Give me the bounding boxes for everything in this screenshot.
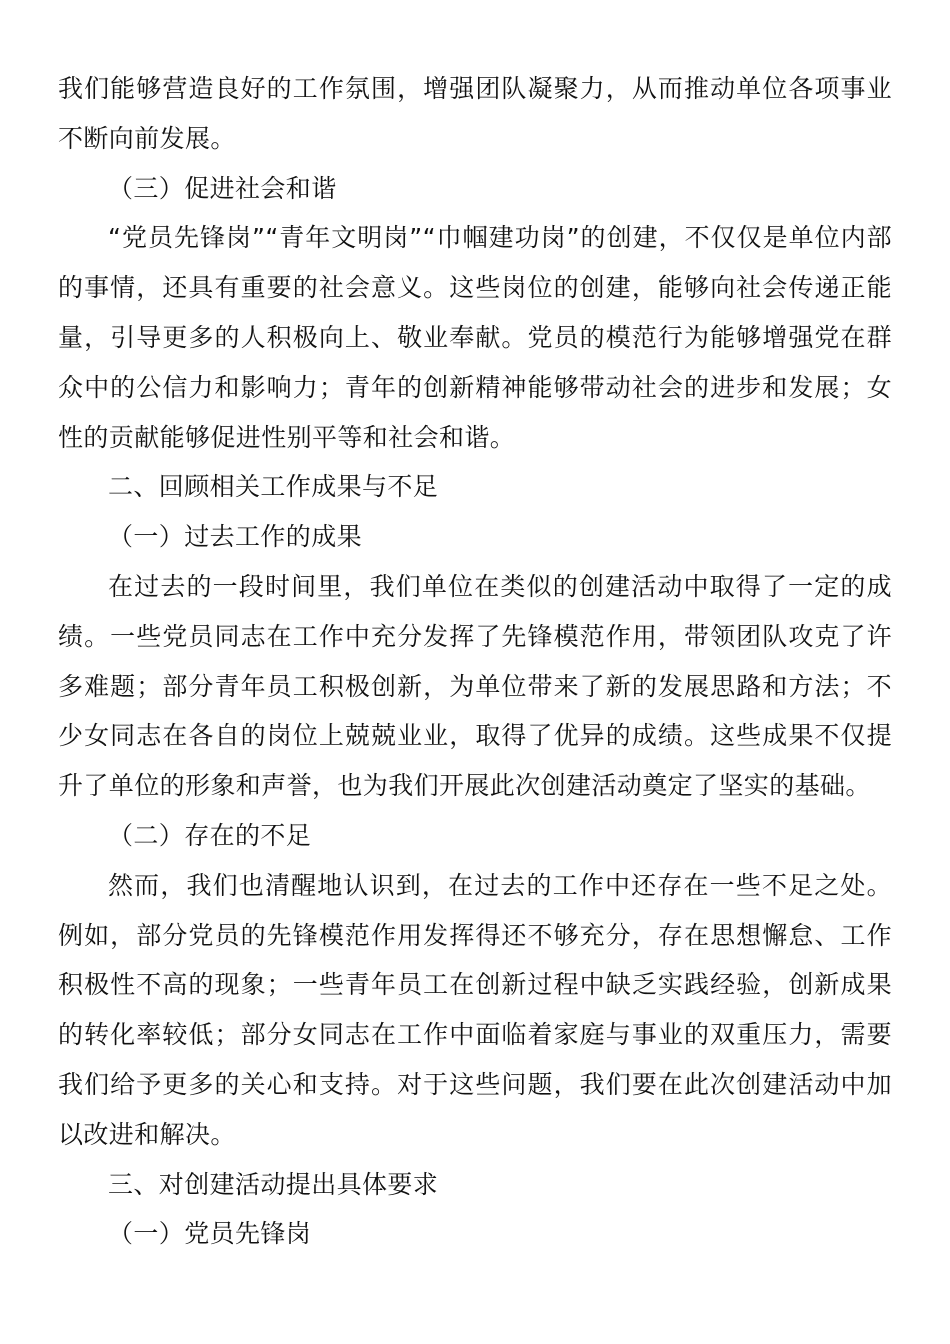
paragraph-shortcomings: 然而，我们也清醒地认识到，在过去的工作中还存在一些不足之处。例如，部分党员的先锋模范作用发挥得还不够充分，存在思想懈怠、工作积极性不高的现象；一些青年员工在创新过程中缺乏实践经验，创新成果的转化率较低；部分女同志在工作中面临着家庭与事业的双重压力，需要我们给予更多的关心和支持。对于这些问题，我们要在此次创建活动中加以改进和解决。	[58, 870, 892, 1149]
paragraph-continued-intro: 我们能够营造良好的工作氛围，增强团队凝聚力，从而推动单位各项事业不断向前发展。	[58, 74, 892, 153]
heading-promote-social-harmony: （三）促进社会和谐	[108, 173, 337, 203]
heading-review-achievements: 二、回顾相关工作成果与不足	[108, 472, 439, 502]
heading-specific-requirements: 三、对创建活动提出具体要求	[108, 1169, 439, 1199]
heading-shortcomings: （二）存在的不足	[108, 820, 312, 850]
heading-party-member-pioneer-post: （一）党员先锋岗	[108, 1219, 312, 1249]
paragraph-social-significance: “党员先锋岗”“青年文明岗”“巾帼建功岗”的创建，不仅仅是单位内部的事情，还具有重要的社会意义。这些岗位的创建，能够向社会传递正能量，引导更多的人积极向上、敬业奉献。党员的模范行为能够增强党在群众中的公信力和影响力；青年的创新精神能够带动社会的进步和发展；女性的贡献能够促进性别平等和社会和谐。	[58, 223, 892, 452]
document-body	[58, 64, 892, 1259]
paragraph-past-achievements: 在过去的一段时间里，我们单位在类似的创建活动中取得了一定的成绩。一些党员同志在工作中充分发挥了先锋模范作用，带领团队攻克了许多难题；部分青年员工积极创新，为单位带来了新的发展思路和方法；不少女同志在各自的岗位上兢兢业业，取得了优异的成绩。这些成果不仅提升了单位的形象和声誉，也为我们开展此次创建活动奠定了坚实的基础。	[58, 571, 892, 801]
heading-past-achievements: （一）过去工作的成果	[108, 522, 363, 552]
